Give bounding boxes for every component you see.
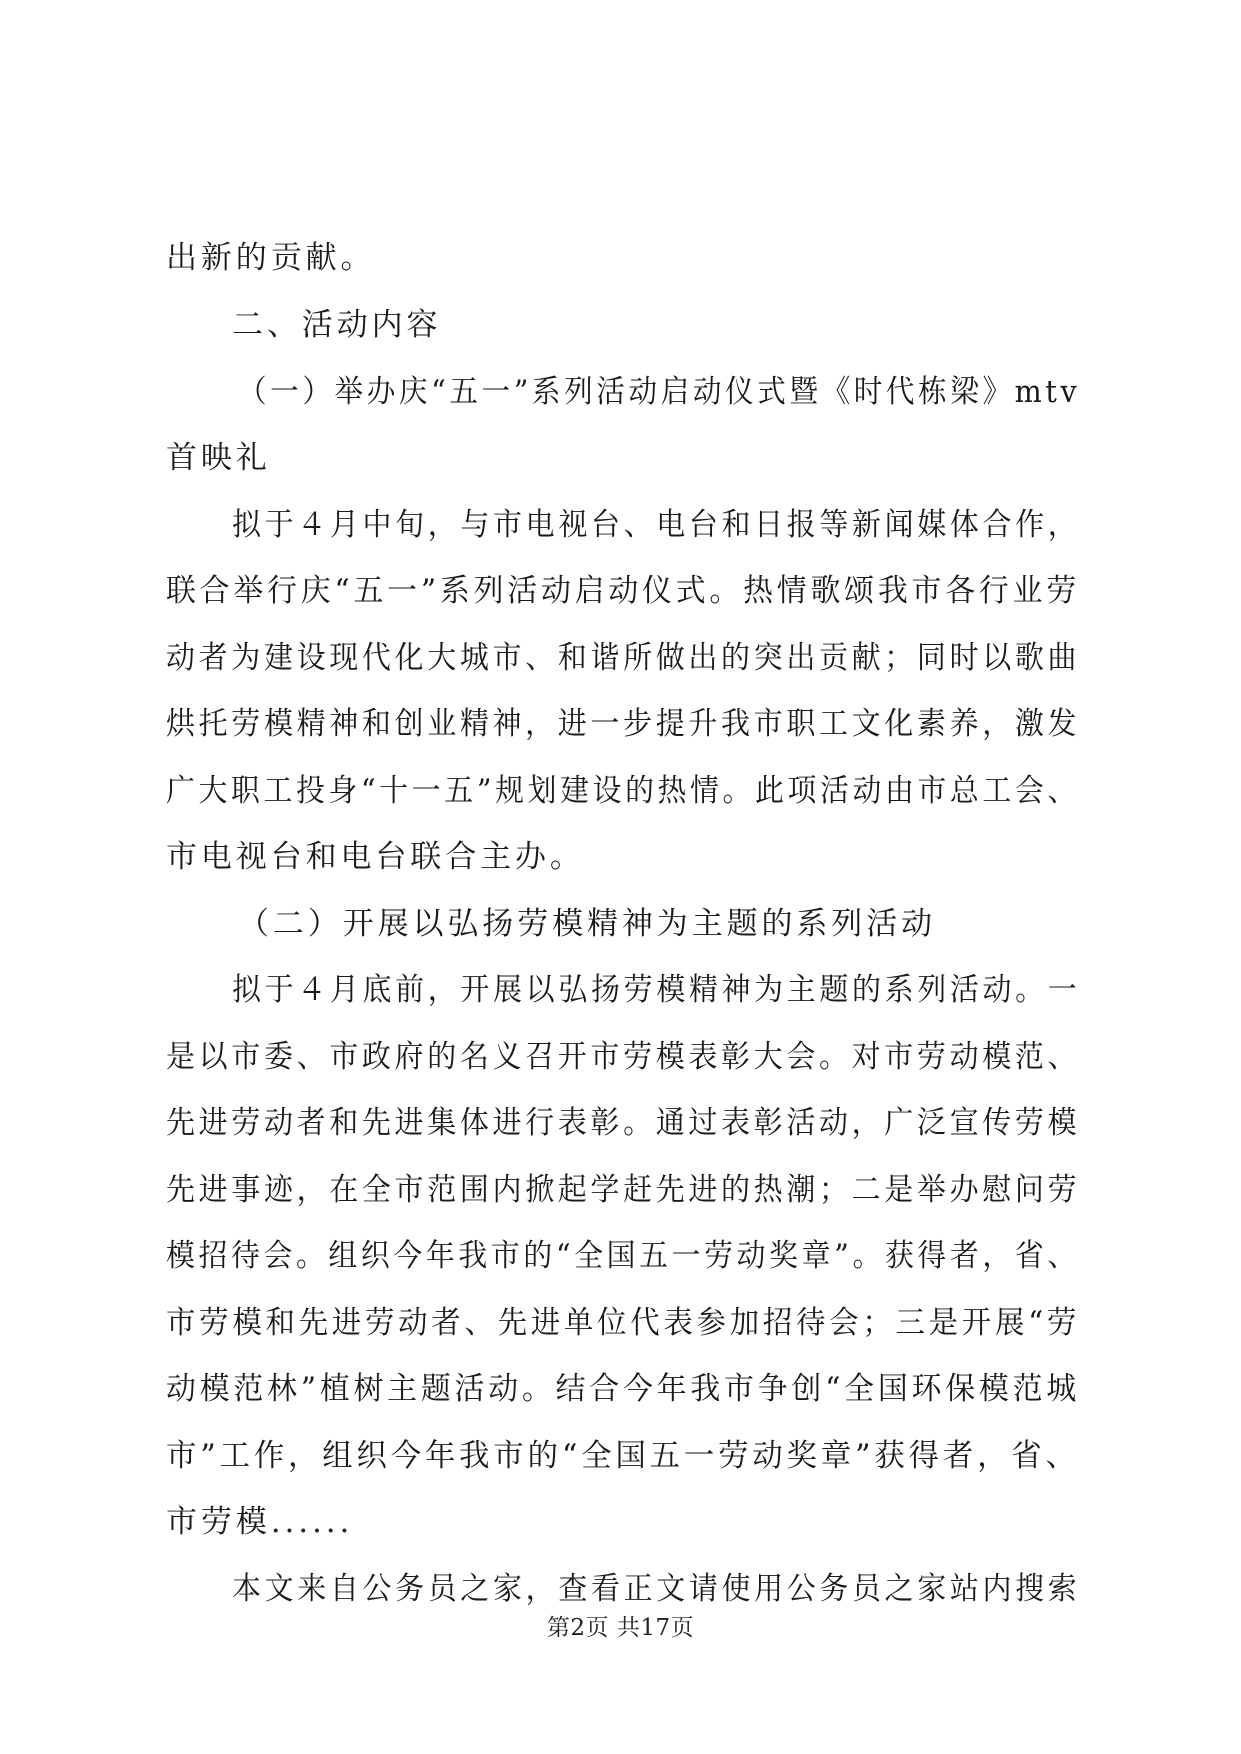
body-text-line: 先进事迹，在全市范围内掀起学赶先进的热潮；二是举办慰问劳 <box>166 1172 1081 1208</box>
body-text-line: 烘托劳模精神和创业精神，进一步提升我市职工文化素养，激发 <box>166 706 1081 742</box>
body-text-line: 市电视台和电台联合主办。 <box>166 839 585 875</box>
body-text-line: 市”工作，组织今年我市的“全国五一劳动奖章”获得者，省、 <box>166 1438 1080 1474</box>
page-number-footer: 第2页 共17页 <box>546 1615 695 1641</box>
body-text-line: 联合举行庆“五一”系列活动启动仪式。热情歌颂我市各行业劳 <box>166 573 1080 609</box>
body-text-line: 广大职工投身“十一五”规划建设的热情。此项活动由市总工会、 <box>166 773 1080 809</box>
body-text-line: 先进劳动者和先进集体进行表彰。通过表彰活动，广泛宣传劳模 <box>166 1105 1081 1141</box>
subsection-heading-continued: 首映礼 <box>166 440 271 476</box>
body-text-line: 市劳模和先进劳动者、先进单位代表参加招待会；三是开展“劳 <box>166 1305 1081 1341</box>
body-text-line: 是以市委、市政府的名义召开市劳模表彰大会。对市劳动模范、 <box>166 1039 1081 1075</box>
subsection-heading: （一）举办庆“五一”系列活动启动仪式暨《时代栋梁》mtv <box>238 374 1081 410</box>
subsection-heading: （二）开展以弘扬劳模精神为主题的系列活动 <box>238 906 936 942</box>
body-text-line: 拟于４月底前，开展以弘扬劳模精神为主题的系列活动。一 <box>232 972 1081 1008</box>
body-text-line: 市劳模...... <box>166 1504 354 1540</box>
source-note: 本文来自公务员之家，查看正文请使用公务员之家站内搜索 <box>232 1571 1081 1607</box>
body-text-line: 出新的贡献。 <box>166 240 376 276</box>
body-text-line: 拟于４月中旬，与市电视台、电台和日报等新闻媒体合作， <box>232 507 1081 543</box>
section-heading: 二、活动内容 <box>232 307 442 343</box>
body-text-line: 动模范林”植树主题活动。结合今年我市争创“全国环保模范城 <box>166 1371 1080 1407</box>
body-text-line: 模招待会。组织今年我市的“全国五一劳动奖章”。获得者，省、 <box>166 1238 1080 1274</box>
body-text-line: 动者为建设现代化大城市、和谐所做出的突出贡献；同时以歌曲 <box>166 640 1081 676</box>
